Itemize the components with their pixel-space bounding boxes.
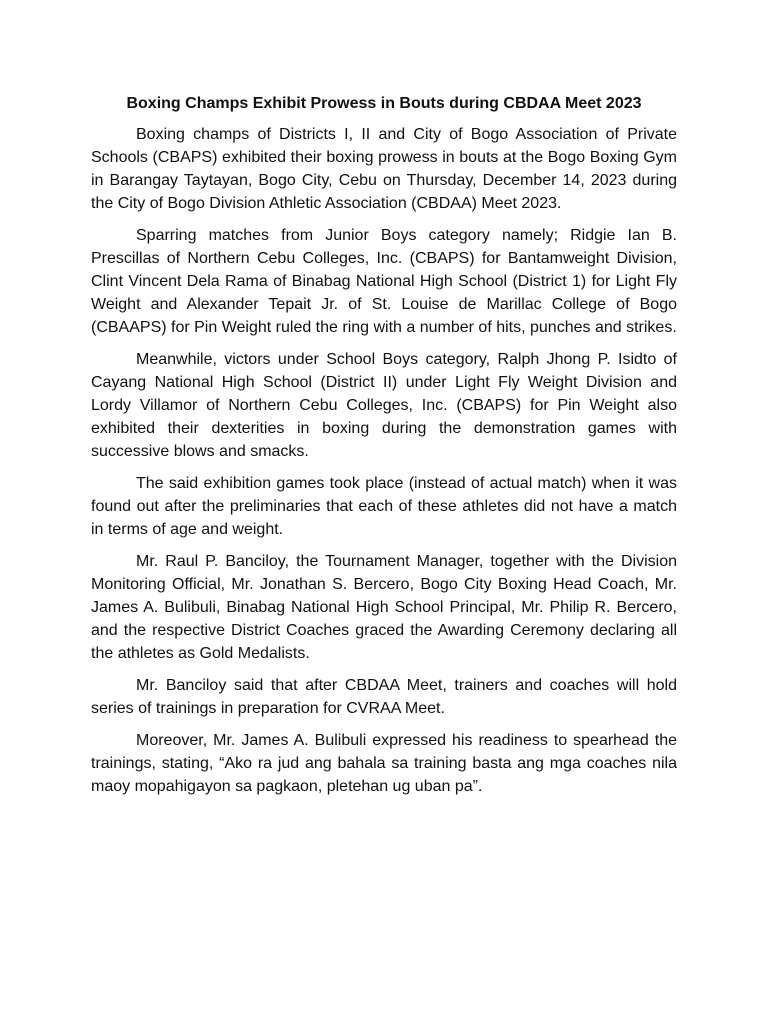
document-page xyxy=(91,93,677,807)
paragraph-junior-boys: Sparring matches from Junior Boys category namely; Ridgie Ian B. Prescillas of Northern Cebu Colleges, Inc. (CBAPS) for Bantamweight Division, Clint Vincent Dela Rama of Binabag National High School (District 1) for Light Fly Weight and Alexander Tepait Jr. of St. Louise de Marillac College of Bogo (CBAAPS) for Pin Weight ruled the ring with a number of hits, punches and strikes. xyxy=(91,227,677,336)
paragraph-quote: Moreover, Mr. James A. Bulibuli expressed his readiness to spearhead the trainings, stating, “Ako ra jud ang bahala sa training basta ang mga coaches nila maoy mopahigayon sa pagkaon, pletehan ug uban pa”. xyxy=(91,732,677,795)
paragraph-awarding: Mr. Raul P. Banciloy, the Tournament Manager, together with the Division Monitoring Official, Mr. Jonathan S. Bercero, Bogo City Boxing Head Coach, Mr. James A. Bulibuli, Binabag National High School Principal, Mr. Philip R. Bercero, and the respective District Coaches graced the Awarding Ceremony declaring all the athletes as Gold Medalists. xyxy=(91,553,677,662)
paragraph-exhibition: The said exhibition games took place (instead of actual match) when it was found out after the preliminaries that each of these athletes did not have a match in terms of age and weight. xyxy=(91,475,677,538)
paragraph-school-boys: Meanwhile, victors under School Boys category, Ralph Jhong P. Isidto of Cayang National High School (District II) under Light Fly Weight Division and Lordy Villamor of Northern Cebu Colleges, Inc. (CBAPS) for Pin Weight also exhibited their dexterities in boxing during the demonstration games with successive blows and smacks. xyxy=(91,351,677,460)
paragraph-trainings: Mr. Banciloy said that after CBDAA Meet, trainers and coaches will hold series of trainings in preparation for CVRAA Meet. xyxy=(91,677,677,717)
article-title: Boxing Champs Exhibit Prowess in Bouts during CBDAA Meet 2023 xyxy=(126,95,642,112)
paragraph-intro: Boxing champs of Districts I, II and City of Bogo Association of Private Schools (CBAPS) exhibited their boxing prowess in bouts at the Bogo Boxing Gym in Barangay Taytayan, Bogo City, Cebu on Thursday, December 14, 2023 during the City of Bogo Division Athletic Association (CBDAA) Meet 2023. xyxy=(91,126,677,212)
